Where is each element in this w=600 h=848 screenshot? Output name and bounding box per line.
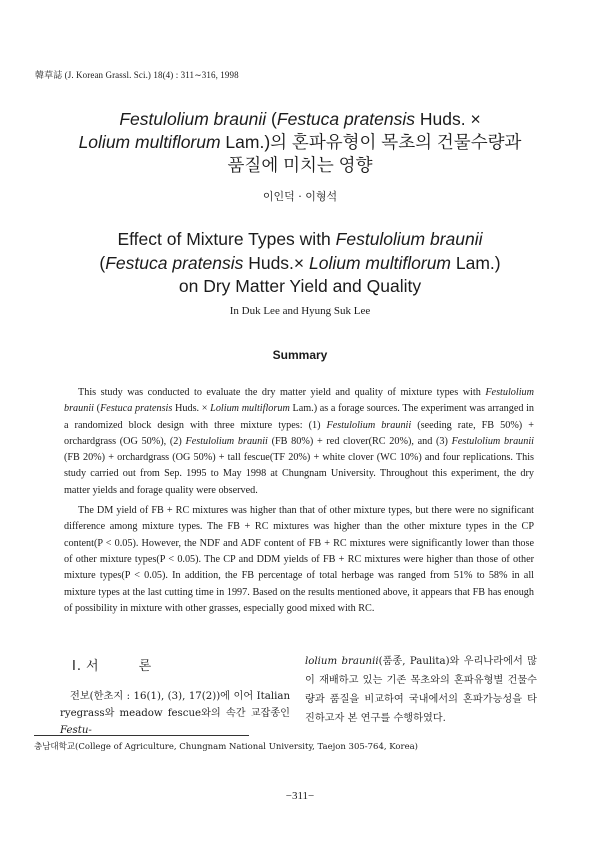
species-name: Festulolium braunii [119, 109, 267, 129]
text-span: This study was conducted to evaluate the dry matter yield and quality of mixture types with [78, 387, 486, 398]
text-span: Lam.)의 혼파유형이 목초의 건물수량과 [220, 132, 522, 152]
abstract-paragraph-2: The DM yield of FB + RC mixtures was higher than that of other mixture types, but there were no significant difference among mixture types. The FB + RC mixtures was higher than the other mixture types in the CP content(P < 0.05). However, the NDF and ADF content of FB + RC mixtures were significantly lower than those of other mixture types(P < 0.05). The CP and DDM yields of FB + RC mixtures were higher than those of other mixture types(P < 0.05). In addition, the FB percentage of total herbage was ranged from 51% to 58% in all mixture types at the last cutting time in 1997. Based on the results mentioned above, it appears that FB has enough of possibility in mixture with other grasses, especially good mixed with RC. [64, 505, 534, 614]
korean-title-line-2 [40, 131, 560, 154]
korean-title [40, 108, 560, 177]
species-name: Festuca pratensis [105, 252, 244, 273]
species-name: Festuca pratensis [276, 109, 416, 129]
section-title: 서 론 [85, 659, 170, 674]
english-title-line-1 [40, 228, 560, 252]
text-span: Huds. × [172, 403, 211, 415]
text-span: ( [94, 403, 101, 415]
text-span: ( [99, 252, 106, 273]
body-column-right [305, 652, 537, 728]
text-span: Huds. × [415, 109, 481, 129]
body-paragraph [305, 652, 537, 728]
species-name: Lolium multiflorum [309, 252, 451, 273]
text-span: Lam.) as a forage sources. The experiment was arranged in a randomized block design with three mixture types: (1) [64, 403, 535, 431]
text-span: Huds.× [243, 252, 310, 273]
species-name: Festulolium braunii [64, 387, 534, 415]
abstract [64, 385, 534, 621]
abstract-paragraph-1 [64, 385, 534, 499]
section-numeral: I. [72, 659, 82, 674]
korean-authors: 이인덕 · 이형석 [262, 190, 338, 203]
text-span: (seeding rate, FB 50%) + orchardgrass (OG 50%), (2) [64, 419, 534, 447]
page-number: −311− [285, 790, 315, 802]
english-title-line-3: on Dry Matter Yield and Quality [178, 276, 422, 296]
korean-title-line-1 [40, 108, 560, 131]
text-span: 전보(한초지 : 16(1), (3), 17(2))에 이어 Italian ryegrass와 meadow fescue와의 속간 교잡종인 [60, 691, 290, 719]
body-column-left [60, 688, 290, 739]
korean-title-line-3: 품질에 미치는 영향 [227, 155, 373, 175]
text-span: (품종, Paulita)와 우리나라에서 많이 재배하고 있는 기존 목초와의 혼파유형별 건물수량과 품질을 비교하여 국내에서의 혼파가능성을 타진하고자 본 연구를 수행하였다. [305, 656, 537, 724]
english-title [40, 228, 560, 299]
body-paragraph [60, 688, 290, 739]
section-heading-introduction [72, 655, 169, 674]
text-span: ( [266, 109, 277, 129]
species-name: Festuca pratensis [100, 403, 173, 415]
text-span: Effect of Mixture Types with [117, 229, 336, 249]
english-authors: In Duk Lee and Hyung Suk Lee [229, 305, 371, 317]
text-span: (FB 80%) + red clover(RC 20%), and (3) [267, 435, 452, 447]
text-span: (FB 20%) + orchardgrass (OG 50%) + tall fescue(TF 20%) + white clover (WC 10%) and four replications. This study carried out from Sep. 1995 to May 1998 at Chungnam University. Throughout this experiment, the dry matter yields and forage quality were observed. [64, 452, 534, 496]
summary-heading: Summary [272, 348, 328, 362]
species-name: Festu- [60, 725, 92, 736]
affiliation-footnote: 충남대학교(College of Agriculture, Chungnam National University, Taejon 305-764, Korea) [34, 742, 418, 752]
journal-reference: 韓草誌 (J. Korean Grassl. Sci.) 18(4) : 311∼316, 1998 [35, 70, 239, 80]
species-name: Lolium multiflorum [210, 403, 290, 415]
species-name: Festulolium braunii [451, 435, 535, 447]
species-name: Festulolium braunii [185, 435, 268, 447]
text-span: Lam.) [451, 252, 501, 273]
species-name: Festulolium braunii [335, 229, 483, 249]
footnote-divider [34, 735, 249, 736]
english-title-line-2 [40, 252, 560, 276]
species-name: Lolium multiflorum [78, 132, 221, 152]
species-name: lolium braunii [305, 656, 379, 667]
species-name: Festulolium braunii [326, 419, 412, 431]
